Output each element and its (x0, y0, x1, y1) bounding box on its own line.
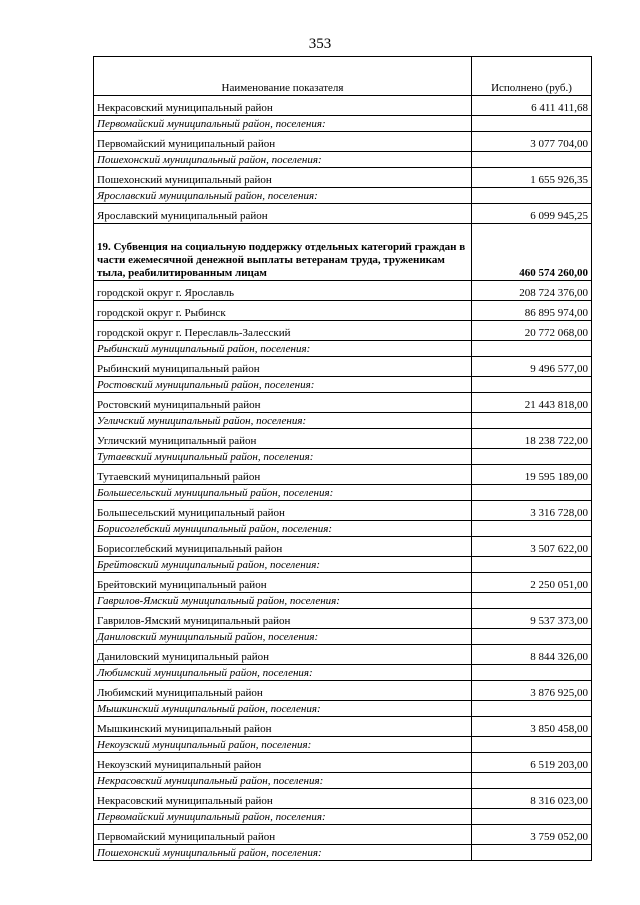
report-table (93, 56, 592, 861)
row-value: 3 507 622,00 (472, 537, 592, 557)
row-name: Мышкинский муниципальный район, поселения: (94, 701, 472, 717)
row-name: Борисоглебский муниципальный район, поселения: (94, 521, 472, 537)
row-name: Некрасовский муниципальный район (94, 789, 472, 809)
subheader-row (94, 377, 592, 393)
subheader-row (94, 449, 592, 465)
row-value: 3 759 052,00 (472, 825, 592, 845)
row-name: Тутаевский муниципальный район (94, 465, 472, 485)
row-name: Некрасовский муниципальный район, поселения: (94, 773, 472, 789)
row-value: 3 316 728,00 (472, 501, 592, 521)
row-name: Первомайский муниципальный район, поселения: (94, 116, 472, 132)
row-value: 3 850 458,00 (472, 717, 592, 737)
row-name: Первомайский муниципальный район, поселения: (94, 809, 472, 825)
row-value: 6 519 203,00 (472, 753, 592, 773)
row-value (472, 773, 592, 789)
row-value (472, 557, 592, 573)
subheader-row (94, 773, 592, 789)
table-row (94, 96, 592, 116)
page-number: 353 (308, 36, 332, 52)
row-value (472, 737, 592, 753)
row-value (472, 377, 592, 393)
row-value (472, 845, 592, 861)
row-name: Пошехонский муниципальный район (94, 168, 472, 188)
row-name: городской округ г. Ярославль (94, 281, 472, 301)
row-name: Рыбинский муниципальный район (94, 357, 472, 377)
row-value: 3 077 704,00 (472, 132, 592, 152)
table-row (94, 645, 592, 665)
table-row (94, 357, 592, 377)
row-value (472, 413, 592, 429)
subheader-row (94, 521, 592, 537)
row-name: Некоузский муниципальный район, поселения: (94, 737, 472, 753)
row-name: Гаврилов-Ямский муниципальный район, поселения: (94, 593, 472, 609)
row-value: 2 250 051,00 (472, 573, 592, 593)
row-name: Большесельский муниципальный район (94, 501, 472, 521)
row-name: Рыбинский муниципальный район, поселения: (94, 341, 472, 357)
subheader-row (94, 629, 592, 645)
table-row (94, 321, 592, 341)
row-name: Брейтовский муниципальный район, поселения: (94, 557, 472, 573)
row-value: 9 496 577,00 (472, 357, 592, 377)
row-value: 460 574 260,00 (472, 224, 592, 281)
row-value (472, 809, 592, 825)
row-name: Некоузский муниципальный район (94, 753, 472, 773)
row-name: Даниловский муниципальный район (94, 645, 472, 665)
subheader-row (94, 485, 592, 501)
row-name: городской округ г. Рыбинск (94, 301, 472, 321)
subheader-row (94, 188, 592, 204)
table-row (94, 717, 592, 737)
row-name: Ярославский муниципальный район (94, 204, 472, 224)
row-name: Борисоглебский муниципальный район (94, 537, 472, 557)
section-row (94, 224, 592, 281)
row-name: Первомайский муниципальный район (94, 825, 472, 845)
row-value: 19 595 189,00 (472, 465, 592, 485)
column-header-name: Наименование показателя (94, 57, 472, 96)
row-value (472, 449, 592, 465)
row-value: 8 316 023,00 (472, 789, 592, 809)
row-value: 208 724 376,00 (472, 281, 592, 301)
table-row (94, 825, 592, 845)
table-row (94, 132, 592, 152)
subheader-row (94, 557, 592, 573)
row-value (472, 485, 592, 501)
subheader-row (94, 413, 592, 429)
table-row (94, 393, 592, 413)
row-name: Мышкинский муниципальный район (94, 717, 472, 737)
row-name: Угличский муниципальный район, поселения: (94, 413, 472, 429)
table-row (94, 609, 592, 629)
subheader-row (94, 116, 592, 132)
row-name: Гаврилов-Ямский муниципальный район (94, 609, 472, 629)
row-value: 21 443 818,00 (472, 393, 592, 413)
row-name: 19. Субвенция на социальную поддержку отдельных категорий граждан в части ежемесячной денежной выплаты ветеранам труда, труженикам тыла, реабилитированным лицам (94, 224, 472, 281)
table-row (94, 281, 592, 301)
row-name: Любимский муниципальный район, поселения: (94, 665, 472, 681)
table-row (94, 168, 592, 188)
row-name: Большесельский муниципальный район, поселения: (94, 485, 472, 501)
subheader-row (94, 845, 592, 861)
row-value: 1 655 926,35 (472, 168, 592, 188)
table-row (94, 537, 592, 557)
table-row (94, 789, 592, 809)
row-name: Некрасовский муниципальный район (94, 96, 472, 116)
table-row (94, 501, 592, 521)
table-row (94, 204, 592, 224)
table-header-row (94, 57, 592, 96)
subheader-row (94, 737, 592, 753)
row-name: Ростовский муниципальный район, поселения: (94, 377, 472, 393)
row-name: Пошехонский муниципальный район, поселения: (94, 845, 472, 861)
subheader-row (94, 152, 592, 168)
row-value: 9 537 373,00 (472, 609, 592, 629)
subheader-row (94, 593, 592, 609)
column-header-value: Исполнено (руб.) (472, 57, 592, 96)
row-value (472, 521, 592, 537)
subheader-row (94, 665, 592, 681)
report-table-body (94, 96, 592, 861)
table-row (94, 573, 592, 593)
row-name: Угличский муниципальный район (94, 429, 472, 449)
table-row (94, 301, 592, 321)
subheader-row (94, 341, 592, 357)
row-name: Первомайский муниципальный район (94, 132, 472, 152)
row-value (472, 188, 592, 204)
row-value (472, 341, 592, 357)
row-name: Ярославский муниципальный район, поселения: (94, 188, 472, 204)
table-row (94, 681, 592, 701)
subheader-row (94, 809, 592, 825)
row-name: Брейтовский муниципальный район (94, 573, 472, 593)
row-name: городской округ г. Переславль-Залесский (94, 321, 472, 341)
row-value: 6 099 945,25 (472, 204, 592, 224)
row-name: Даниловский муниципальный район, поселения: (94, 629, 472, 645)
row-value: 3 876 925,00 (472, 681, 592, 701)
row-name: Любимский муниципальный район (94, 681, 472, 701)
row-value (472, 629, 592, 645)
row-value (472, 152, 592, 168)
row-value (472, 116, 592, 132)
row-value (472, 593, 592, 609)
table-row (94, 429, 592, 449)
row-value: 8 844 326,00 (472, 645, 592, 665)
row-name: Пошехонский муниципальный район, поселения: (94, 152, 472, 168)
row-value (472, 701, 592, 717)
row-value: 18 238 722,00 (472, 429, 592, 449)
row-name: Тутаевский муниципальный район, поселения: (94, 449, 472, 465)
table-row (94, 753, 592, 773)
row-value: 20 772 068,00 (472, 321, 592, 341)
row-value: 6 411 411,68 (472, 96, 592, 116)
subheader-row (94, 701, 592, 717)
table-row (94, 465, 592, 485)
row-value: 86 895 974,00 (472, 301, 592, 321)
row-value (472, 665, 592, 681)
row-name: Ростовский муниципальный район (94, 393, 472, 413)
